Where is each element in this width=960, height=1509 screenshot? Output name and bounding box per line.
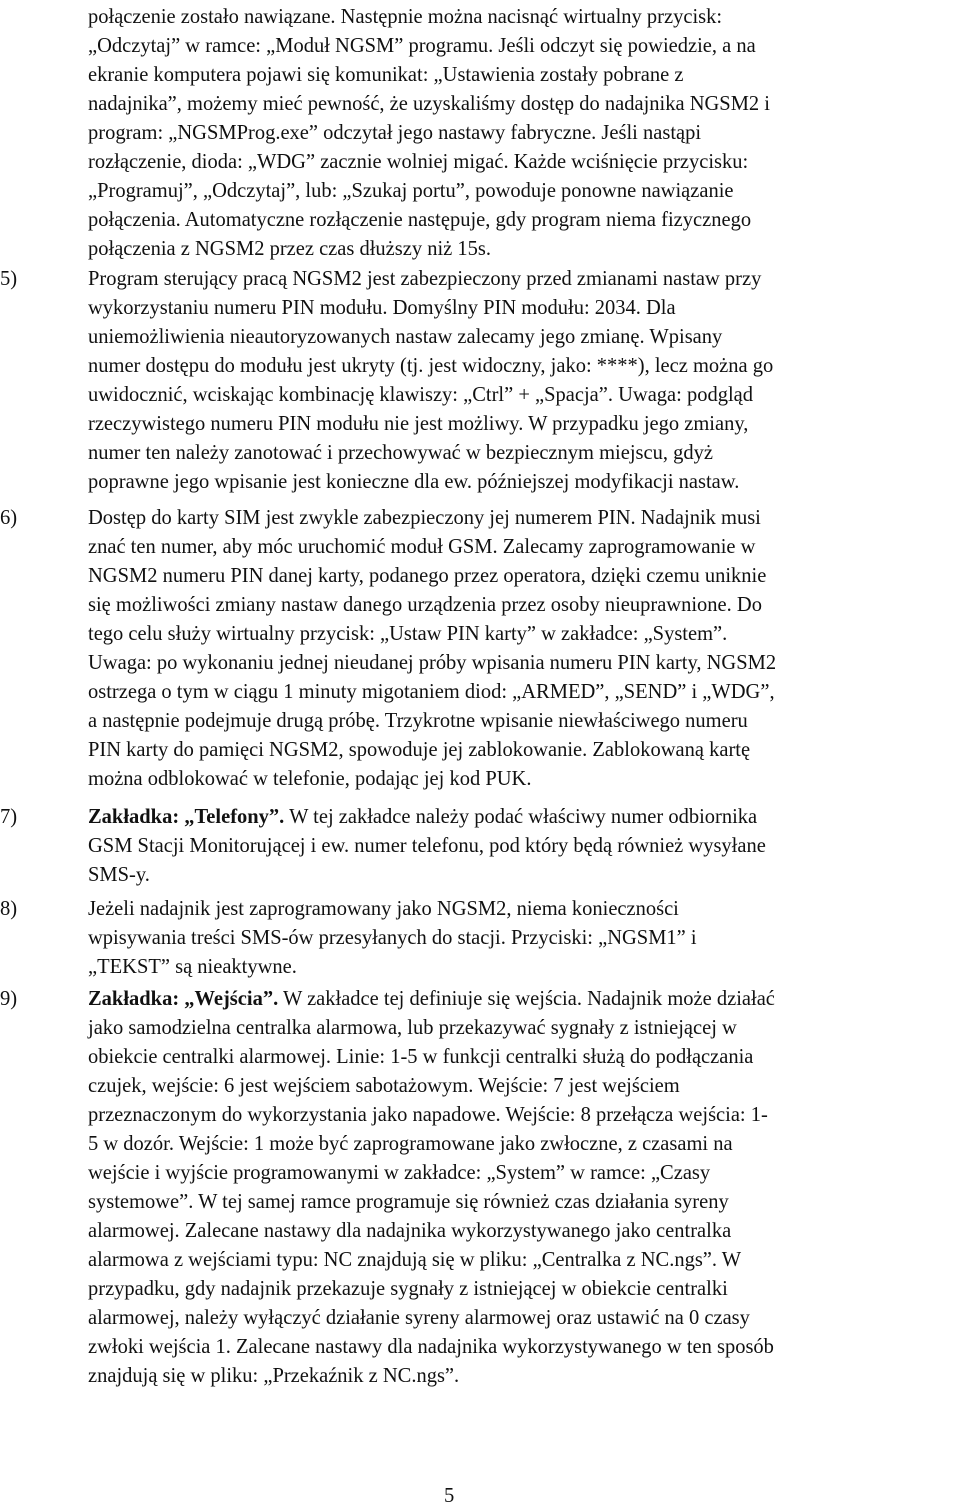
text-line: przypadku, gdy nadajnik przekazuje sygnały z istniejącej w obiekcie centralki [88,1278,728,1300]
text-line: rzeczywistego numeru PIN modułu nie jest możliwy. W przypadku jego zmiany, [88,413,749,435]
list-item-5 [88,265,960,497]
text-line: numer dostępu do modułu jest ukryty (tj. jest widoczny, jako: ****), lecz można go [88,355,774,377]
text-line: SMS-y. [88,864,150,886]
text-line: numer ten należy zanotować i przechowywać w bezpiecznym miejscu, gdyż [88,442,713,464]
text-line: uniemożliwienia nieautoryzowanych nastaw zalecamy jego zmianę. Wpisany [88,326,723,348]
item-number: 6) [0,507,18,529]
text-line: się możliwości zmiany nastaw danego urządzenia przez osoby nieuprawnione. Do [88,594,762,616]
continuation-paragraph [88,3,960,264]
text-line: uwidocznić, wciskając kombinację klawiszy: „Ctrl” + „Spacja”. Uwaga: podgląd [88,384,754,406]
text-line: „TEKST” są nieaktywne. [88,956,297,978]
text-line: rozłączenie, dioda: „WDG” zacznie wolniej migać. Każde wciśnięcie przycisku: [88,151,749,173]
text-line: 5 w dozór. Wejście: 1 może być zaprogramowane jako zwłoczne, z czasami na [88,1133,733,1155]
list-item-6 [88,504,960,794]
text-line: ostrzega o tym w ciągu 1 minuty migotaniem diod: „ARMED”, „SEND” i „WDG”, [88,681,775,703]
text-line: PIN karty do pamięci NGSM2, spowoduje jej zablokowanie. Zablokowaną kartę [88,739,751,761]
text-line: tego celu służy wirtualny przycisk: „Ustaw PIN karty” w zakładce: „System”. [88,623,728,645]
item-heading: Zakładka: „Wejścia”. [88,988,279,1010]
text-line: wykorzystaniu numeru PIN modułu. Domyślny PIN modułu: 2034. Dla [88,297,676,319]
list-item-9 [88,985,960,1391]
text-run: W zakładce tej definiuje się wejścia. Nadajnik może działać [278,988,775,1010]
text-line: nadajnika”, możemy mieć pewność, że uzyskaliśmy dostęp do nadajnika NGSM2 i [88,93,771,115]
list-item-8 [88,895,960,982]
list-item-7 [88,803,960,890]
text-line: „Programuj”, „Odczytaj”, lub: „Szukaj portu”, powoduje ponowne nawiązanie [88,180,734,202]
text-line: GSM Stacji Monitorującej i ew. numer telefonu, pod który będą również wysyłane [88,835,766,857]
text-line: połączenia. Automatyczne rozłączenie następuje, gdy program niema fizycznego [88,209,752,231]
text-line: znać ten numer, aby móc uruchomić moduł GSM. Zalecamy zaprogramowanie w [88,536,756,558]
text-line: systemowe”. W tej samej ramce programuje się również czas działania syreny [88,1191,729,1213]
text-line: alarmowej, należy wyłączyć działanie syreny alarmowej oraz ustawić na 0 czasy [88,1307,750,1329]
text-line: Dostęp do karty SIM jest zwykle zabezpieczony jej numerem PIN. Nadajnik musi [88,507,761,529]
item-number: 7) [0,806,18,828]
item-number: 8) [0,898,18,920]
page-number: 5 [444,1485,455,1507]
text-line: program: „NGSMProg.exe” odczytał jego nastawy fabryczne. Jeśli nastąpi [88,122,702,144]
text-line: alarmowa z wejściami typu: NC znajdują się w pliku: „Centralka z NC.ngs”. W [88,1249,742,1271]
text-line: wpisywania treści SMS-ów przesyłanych do stacji. Przyciski: „NGSM1” i [88,927,697,949]
text-line: poprawne jego wpisanie jest konieczne dla ew. późniejszej modyfikacji nastaw. [88,471,740,493]
text-line: ekranie komputera pojawi się komunikat: „Ustawienia zostały pobrane z [88,64,684,86]
text-line: „Odczytaj” w ramce: „Moduł NGSM” programu. Jeśli odczyt się powiedzie, a na [88,35,756,57]
text-line: czujek, wejście: 6 jest wejściem sabotażowym. Wejście: 7 jest wejściem [88,1075,680,1097]
item-number: 5) [0,268,18,290]
text-line: połączenia z NGSM2 przez czas dłuższy niż 15s. [88,238,491,260]
text-line: Program sterujący pracą NGSM2 jest zabezpieczony przed zmianami nastaw przy [88,268,762,290]
text-line: połączenie zostało nawiązane. Następnie można nacisnąć wirtualny przycisk: [88,6,723,28]
text-line [88,985,956,1014]
text-line: Jeżeli nadajnik jest zaprogramowany jako NGSM2, niema konieczności [88,898,679,920]
text-line: można odblokować w telefonie, podając jej kod PUK. [88,768,532,790]
text-run: W tej zakładce należy podać właściwy numer odbiornika [284,806,758,828]
text-line [88,803,956,832]
text-line: znajdują się w pliku: „Przekaźnik z NC.ngs”. [88,1365,460,1387]
text-line: a następnie podejmuje drugą próbę. Trzykrotne wpisanie niewłaściwego numeru [88,710,748,732]
text-line: jako samodzielna centralka alarmowa, lub przekazywać sygnały z istniejącej w [88,1017,737,1039]
text-line: przeznaczonym do wykorzystania jako napadowe. Wejście: 8 przełącza wejścia: 1- [88,1104,768,1126]
text-line: Uwaga: po wykonaniu jednej nieudanej próby wpisania numeru PIN karty, NGSM2 [88,652,777,674]
text-line: NGSM2 numeru PIN danej karty, podanego przez operatora, dzięki czemu uniknie [88,565,767,587]
text-line: zwłoki wejścia 1. Zalecane nastawy dla nadajnika wykorzystywanego w ten sposób [88,1336,774,1358]
text-line: wejście i wyjście programowanymi w zakładce: „System” w ramce: „Czasy [88,1162,711,1184]
text-line: alarmowej. Zalecane nastawy dla nadajnika wykorzystywanego jako centralka [88,1220,732,1242]
item-heading: Zakładka: „Telefony”. [88,806,285,828]
text-line: obiekcie centralki alarmowej. Linie: 1-5 w funkcji centralki służą do podłączania [88,1046,754,1068]
item-number: 9) [0,988,18,1010]
